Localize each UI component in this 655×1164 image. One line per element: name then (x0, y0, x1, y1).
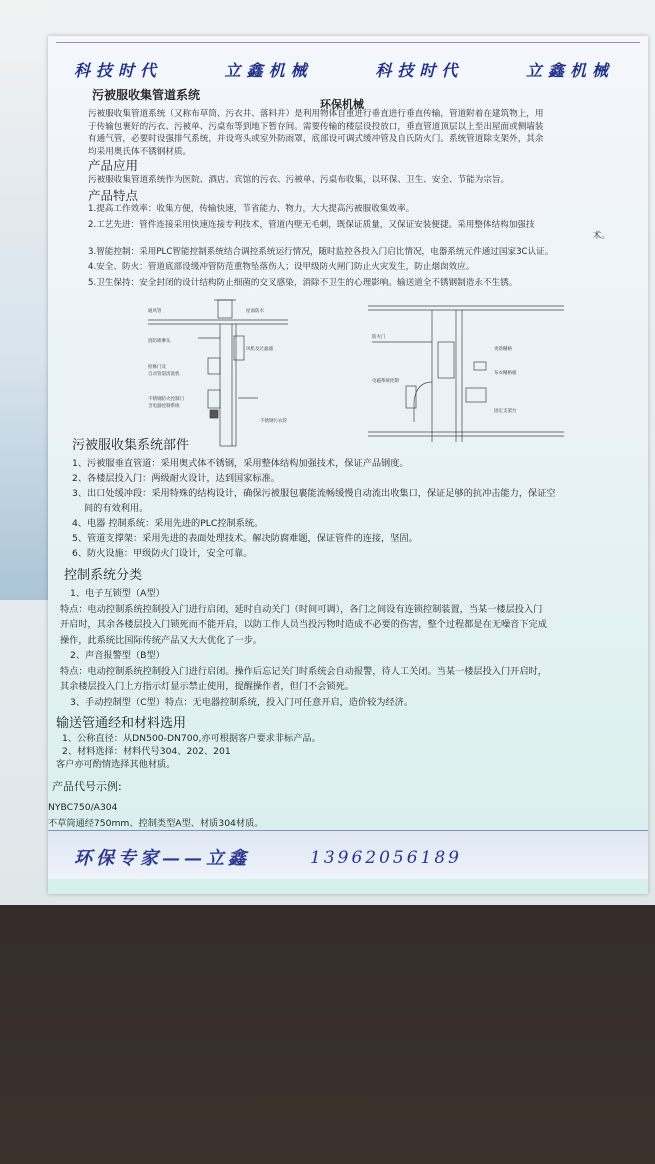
feature-item: 术。 (592, 231, 610, 241)
feature-item: 5.卫生保持：安全封闭的设计结构防止细菌的交叉感染，消除不卫生的心理影响。输送道全不锈钢制造永不生锈。 (88, 277, 518, 288)
diagram-label: 不锈钢污衣管 (260, 419, 287, 424)
component-item: 1、污被服垂直管道：采用奥式体不锈钢，采用整体结构加强技术，保证产品钢度。 (72, 458, 409, 469)
features-heading: 产品特点 (88, 188, 139, 203)
materials-heading: 输送管通经和材料选用 (56, 716, 187, 731)
control-item: 开启时，其余各楼层投入门锁死而不能开启，以防工作人员当投污物时造成不必要的伤害，整个过程都是在无噪音下完成 (60, 619, 547, 630)
intro-line: 于传输包裹好的污衣、污被单、污桌布等到地下暂存间。需要传输的楼层设投放口，垂直管道顶层以上至出屋面或侧墙装 (88, 121, 544, 132)
material-item: 客户亦可酌情选择其他材质。 (56, 759, 176, 770)
left-edge-sheet (0, 0, 48, 600)
diagram-label: 含电器控制系统 (148, 404, 180, 409)
banner-text-2: 立鑫机械 (224, 61, 313, 80)
component-item: 4、电器 控制系统：采用先进的PLC控制系统。 (72, 518, 264, 529)
page-title: 污被服收集管道系统 (92, 88, 201, 102)
features-list (88, 202, 618, 291)
right-diagram-labels (372, 333, 517, 414)
diagram-label: 更新栅格 (494, 347, 512, 352)
left-diagram-labels (148, 307, 287, 424)
diagram-label: 防火门 (372, 335, 386, 340)
feature-item: 3.智能控制：采用PLC智能控制系统结合调控系统运行情况，随时监控各投入门启比情况，电器系统元件通过国家3C认证。 (88, 246, 554, 257)
diagram-label: 电磁系统控制 (372, 379, 399, 384)
diagram-label: 通风管 (148, 309, 162, 314)
product-code: NYBC750/A304 (48, 802, 118, 813)
brand-label: 环保机械 (320, 98, 364, 111)
product-code-description: 不草筒通经750mm、控制类型A型、材质304材质。 (48, 818, 264, 829)
banner-text-1: 科技时代 (74, 61, 163, 80)
diagram-label: 风机及过滤器 (246, 347, 273, 352)
intro-line: 污被服收集管道系统（又称布草筒、污衣井、落料井）是利用物体自重进行垂直进行垂直传输，管道附着在建筑物上，用 (88, 109, 544, 119)
example-block (48, 800, 620, 832)
control-item: 操作，此系统比国际传统产品又大大优化了一步。 (60, 634, 263, 646)
feature-item: 2.工艺先进：管件连接采用快速连接专利技术，管道内壁无毛刺，既保证质量，又保证安装便捷。采用整体结构加强技 (88, 219, 535, 230)
control-item: 3、手动控制型（C型）特点：无电器控制系统，投入门可任意开启，造价较为经济。 (70, 696, 414, 708)
intro-paragraph (88, 108, 618, 158)
control-item: 其余楼层投入门上方指示灯显示禁止使用，提醒操作者，但门不会锁死。 (60, 681, 354, 692)
components-list (72, 456, 632, 561)
component-item: 6、防火设施：甲级防火门设计，安全可靠。 (72, 548, 253, 559)
diagram-label: 固定支架台 (494, 409, 517, 414)
components-heading: 污被服收集系统部件 (72, 438, 190, 453)
component-item: 2、各楼层投入门：两级耐火设计，达到国家标准。 (72, 473, 280, 484)
control-item: 特点：电动控制系统控制投入门进行启闭，延时自动关门（时间可调），各门之间设有连锁控制装置，当某一楼层投入门 (60, 603, 543, 615)
diagram-label: 布衣栅格板 (494, 371, 517, 376)
control-item: 2、声音报警型（B型） (70, 650, 165, 661)
control-item: 特点：电动控制系统控制投入门进行启闭。操作后忘记关门时系统会自动报警，待人工关闭。当某一楼层投入门开启时， (60, 665, 547, 677)
feature-item: 4.安全、防火：管道底部设缓冲管防范重物坠落伤人；设甲级防火闸门防止火灾发生，防止烟囱效应。 (88, 262, 475, 272)
control-item: 1、电子互锁型（A型） (70, 588, 165, 599)
feature-item: 1.提高工作效率：收集方便，传输快速，节省能力、物力，大大提高污被服收集效率。 (88, 204, 415, 214)
example-heading: 产品代号示例: (52, 780, 122, 793)
left-installation-diagram (148, 298, 328, 448)
banner-text-3: 科技时代 (375, 61, 464, 80)
material-item: 1、公称直径：从DN500-DN700,亦可根据客户要求非标产品。 (62, 733, 321, 744)
brochure-page (48, 36, 648, 894)
diagram-label: 自动管道清洗机 (148, 372, 180, 377)
materials-list (56, 732, 628, 771)
diagram-label: 消防喷淋头 (148, 339, 171, 344)
header-banner (74, 58, 614, 81)
intro-line: 有通气管，必要时设强排气系统，并设弯头或室外防雨罩，底部设可调式缓冲管及自氏防火门。系统管道除支架外，其余 (88, 134, 544, 144)
application-heading: 产品应用 (88, 158, 139, 173)
component-item: 5、管道支撑架：采用先进的表面处理技术。解决防腐难题，保证管件的连接，坚固。 (72, 533, 418, 544)
banner-text-4: 立鑫机械 (525, 61, 614, 80)
diagram-label: 屋面防水 (246, 309, 264, 314)
control-list (60, 586, 632, 710)
right-installation-diagram (366, 302, 566, 452)
material-item: 2、材料选择：材料代号304、202、201 (62, 746, 231, 757)
application-text: 污被服收集管道系统作为医院、酒店、宾馆的污衣、污被单、污桌布收集，以环保、卫生、安全、节能为宗旨。 (88, 175, 510, 185)
diagram-label: 检修门及 (148, 365, 166, 370)
footer-phone: 13962056189 (310, 848, 462, 868)
intro-line: 均采用奥氏体不锈钢材质。 (88, 146, 192, 157)
component-item: 3、出口处缓冲段：采用特殊的结构设计，确保污被服包裹能流畅缓慢自动流出收集口，保证足够的抗冲击能力，保证空 (72, 488, 556, 499)
control-heading: 控制系统分类 (64, 568, 143, 583)
component-item: 间的有效利用。 (84, 503, 149, 514)
diagram-label: 不锈钢防火控制门 (148, 397, 184, 402)
footer-slogan: 环保专家——立鑫 (74, 848, 250, 869)
